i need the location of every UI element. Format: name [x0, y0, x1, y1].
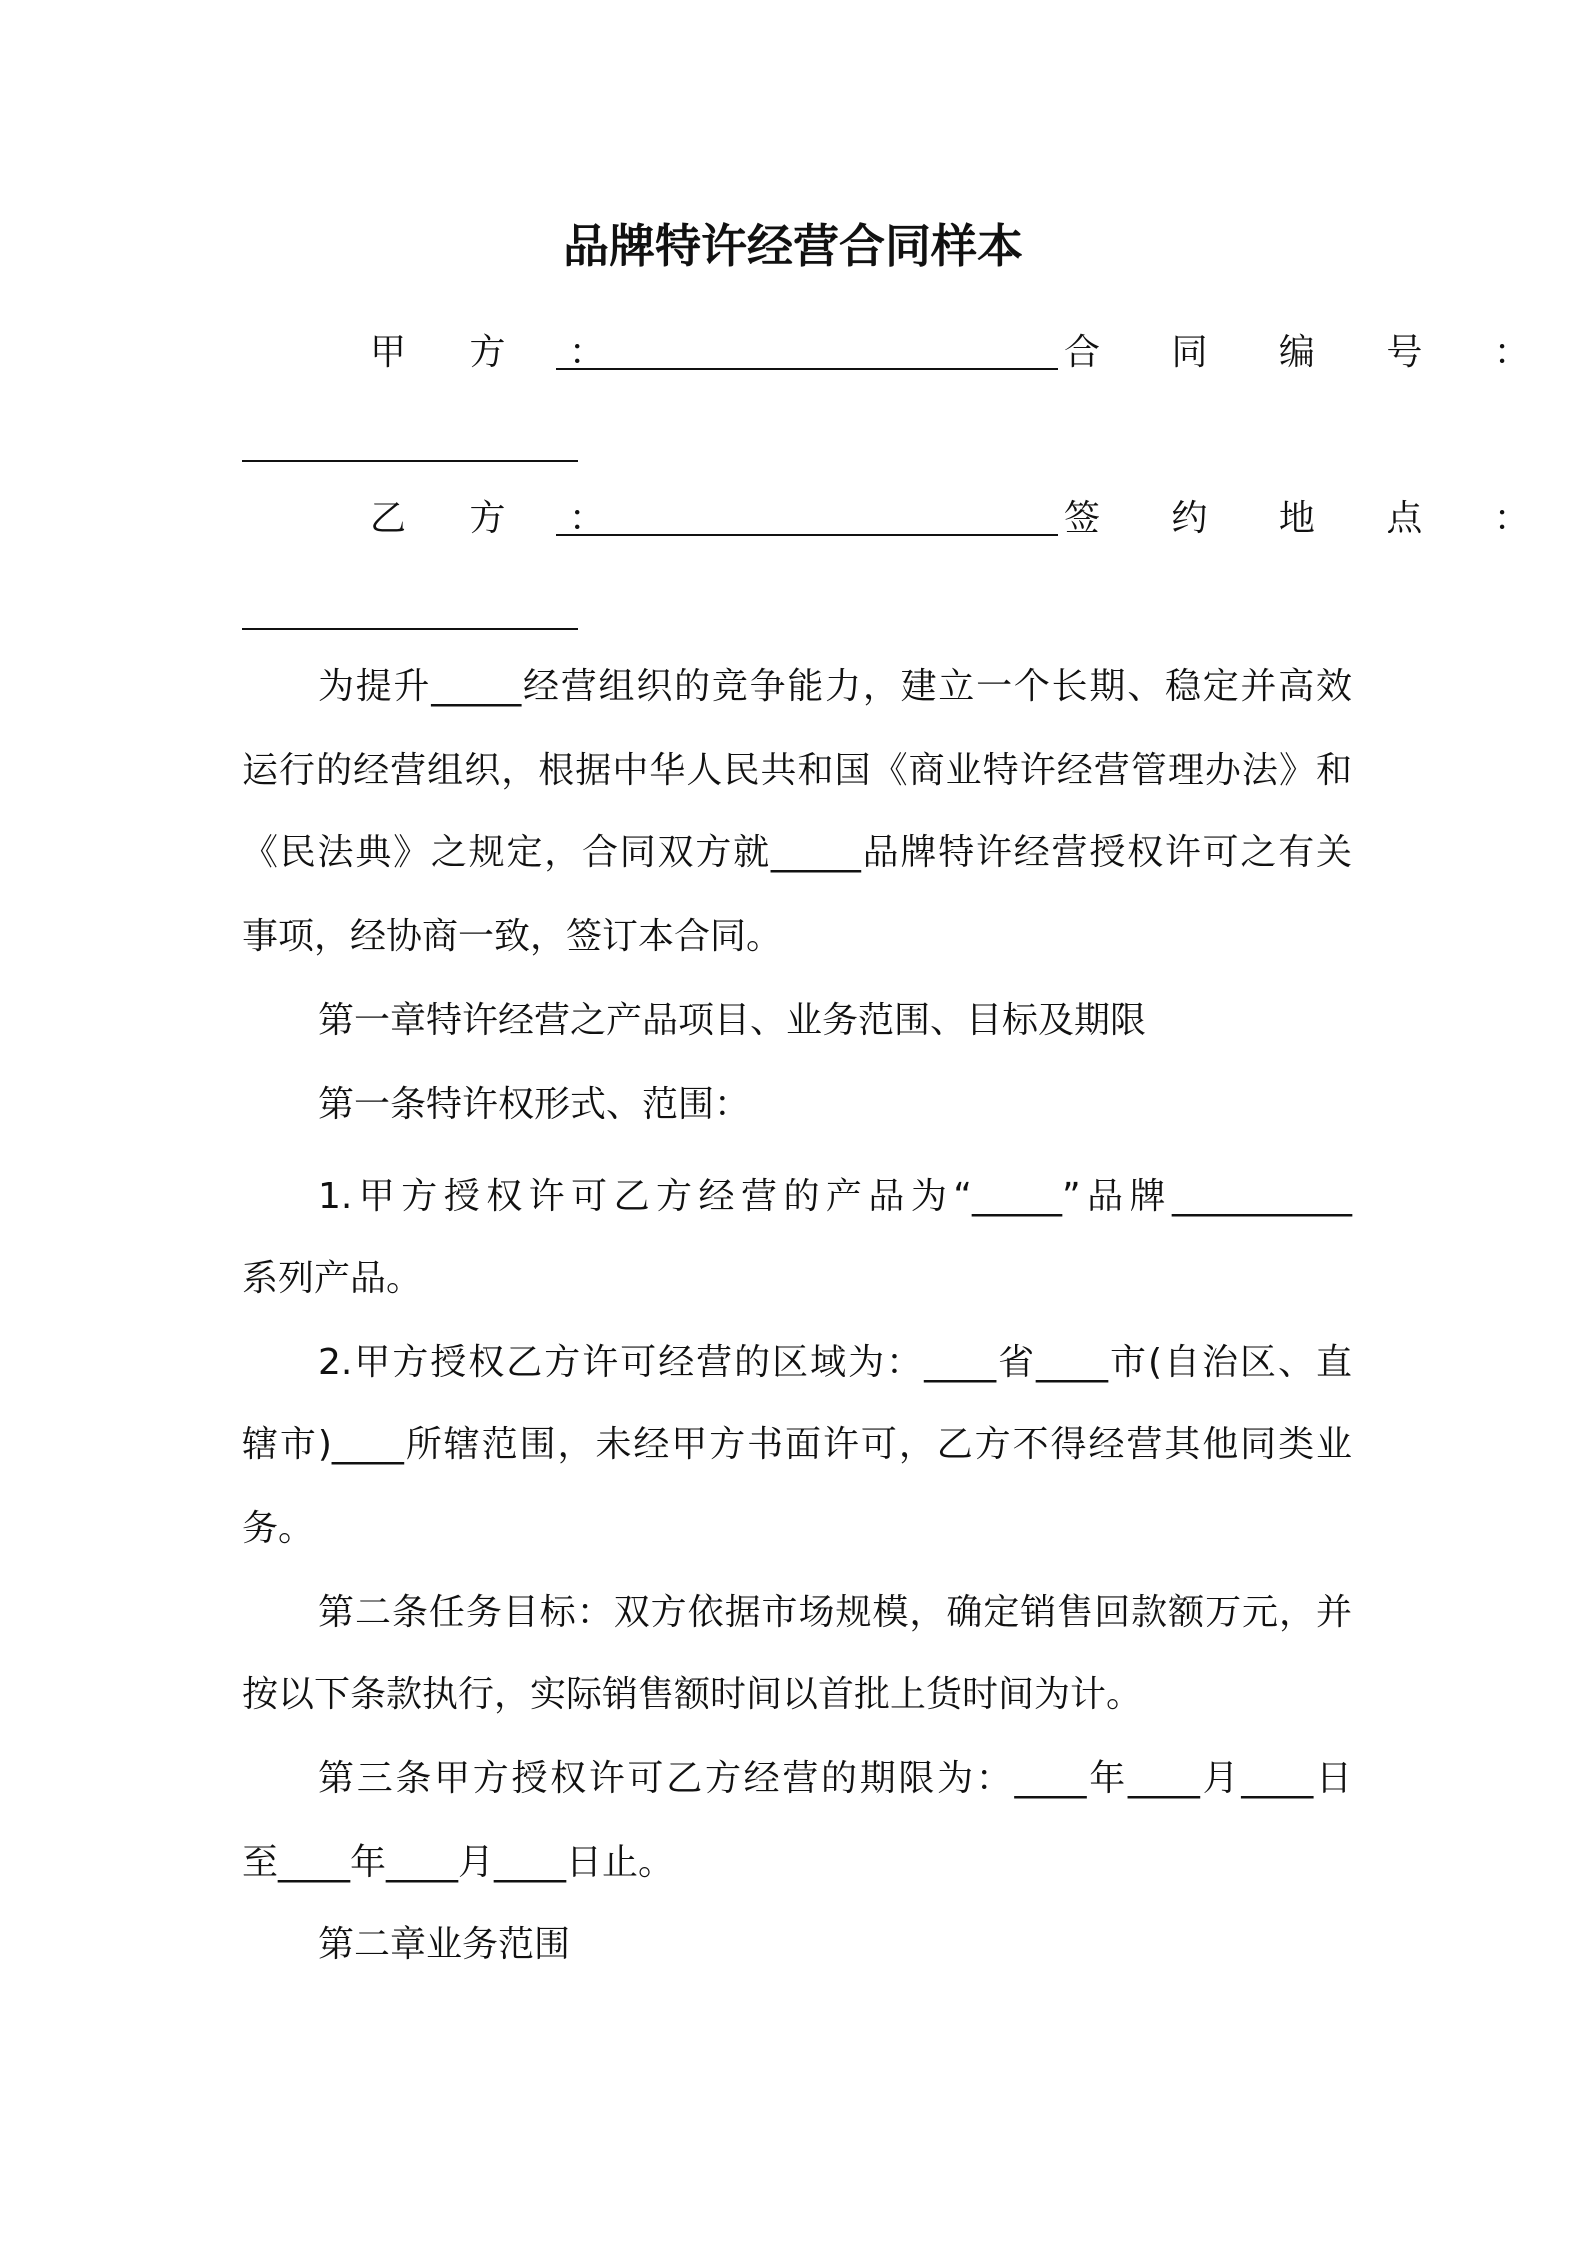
item-2-line-3: 务。	[242, 1508, 315, 1549]
chapter-2-heading: 第二章业务范围	[318, 1924, 571, 1965]
party-b-label: 乙 方 ：	[370, 498, 631, 539]
preamble-line-3: 《民法典》之规定，合同双方就_____品牌特许经营授权许可之有关	[242, 832, 1352, 873]
contract-number-label: 合 同 编 号 ：	[1064, 332, 1560, 373]
item-2-line-1: 2.甲方授权乙方许可经营的区域为：____省____市(自治区、直	[318, 1342, 1352, 1383]
sign-place-blank[interactable]	[242, 628, 578, 630]
contract-number-blank[interactable]	[242, 460, 578, 462]
preamble-line-1: 为提升_____经营组织的竞争能力，建立一个长期、稳定并高效	[318, 666, 1352, 707]
party-a-label: 甲 方 ：	[370, 332, 631, 373]
article-3-line-2: 至____年____月____日止。	[242, 1842, 675, 1883]
preamble-line-2: 运行的经营组织，根据中华人民共和国《商业特许经营管理办法》和	[242, 750, 1352, 791]
item-1-line-1: 1.甲方授权许可乙方经营的产品为“_____”品牌__________	[318, 1176, 1352, 1217]
item-1-line-2: 系列产品。	[242, 1258, 423, 1299]
preamble-line-4: 事项，经协商一致，签订本合同。	[242, 916, 783, 957]
document-title: 品牌特许经营合同样本	[563, 219, 1023, 273]
party-b-blank[interactable]	[556, 534, 1058, 536]
chapter-1-heading: 第一章特许经营之产品项目、业务范围、目标及期限	[318, 1000, 1147, 1041]
article-2-line-1: 第二条任务目标：双方依据市场规模，确定销售回款额万元，并	[318, 1592, 1352, 1633]
item-2-line-2: 辖市)____所辖范围，未经甲方书面许可，乙方不得经营其他同类业	[242, 1424, 1352, 1465]
article-2-line-2: 按以下条款执行，实际销售额时间以首批上货时间为计。	[242, 1674, 1143, 1715]
sign-place-label: 签 约 地 点 ：	[1064, 498, 1560, 539]
article-1-heading: 第一条特许权形式、范围：	[318, 1084, 751, 1125]
party-a-blank[interactable]	[556, 368, 1058, 370]
article-3-line-1: 第三条甲方授权许可乙方经营的期限为：____年____月____日	[318, 1758, 1352, 1799]
